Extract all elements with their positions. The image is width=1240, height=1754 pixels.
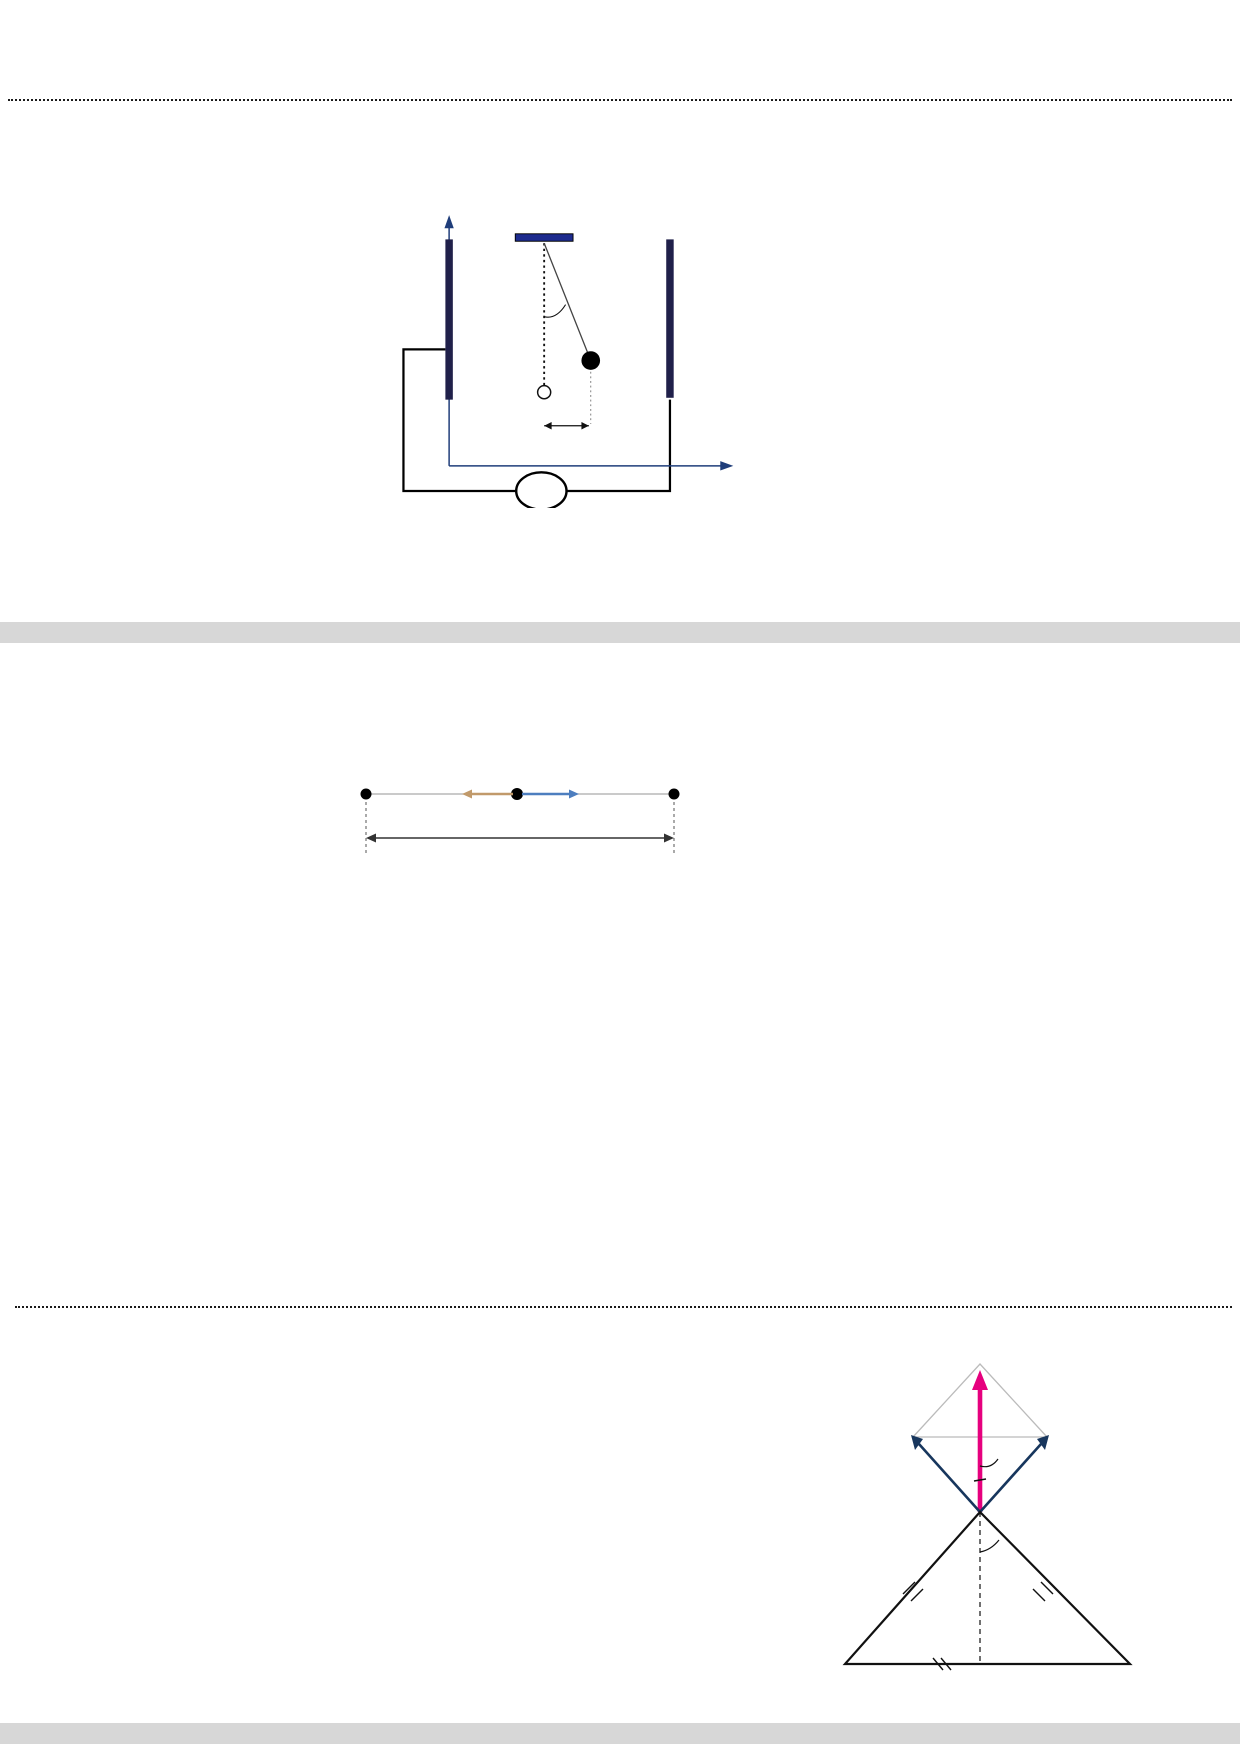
asterisk-separator-top — [0, 622, 1240, 643]
displacement-arrowhead-left — [544, 422, 551, 429]
x-axis-arrowhead — [720, 461, 733, 470]
force-bc-arrowhead — [462, 790, 472, 799]
force-ac-vector — [980, 1444, 1041, 1512]
alpha-angle-arc — [544, 305, 565, 318]
plate-b — [666, 239, 673, 397]
pendulum-support — [515, 234, 573, 241]
capacitor-pendulum-diagram — [355, 200, 765, 508]
y-axis-arrowhead — [444, 215, 453, 228]
displacement-arrowhead-right — [581, 422, 588, 429]
tick-side-ca-2 — [911, 1589, 923, 1601]
alpha-lower-arc — [980, 1540, 999, 1552]
charge-b-dot — [669, 789, 680, 800]
charge-a-dot — [361, 789, 372, 800]
alpha-upper-tick — [974, 1479, 986, 1481]
generator-symbol — [516, 472, 566, 508]
dotted-separator-top — [8, 99, 1232, 101]
charges-line-diagram — [274, 756, 739, 864]
plate-a — [445, 239, 452, 399]
force-ac-arrowhead — [569, 790, 579, 799]
force-bc-vector — [919, 1444, 980, 1512]
left-wire — [403, 349, 515, 491]
pendulum-string — [544, 243, 591, 360]
pendulum-ball — [581, 351, 600, 370]
asterisk-separator-bottom — [0, 1723, 1240, 1744]
tick-side-cb-2 — [1033, 1589, 1045, 1601]
dotted-separator-middle — [15, 1306, 1232, 1308]
triangle-forces-diagram — [795, 1352, 1155, 1682]
initial-position-marker — [538, 386, 551, 399]
alpha-upper-arc — [980, 1459, 998, 1467]
right-wire — [567, 400, 670, 491]
triangle-outline — [845, 1512, 1130, 1664]
distance-arrowhead-right — [664, 834, 674, 843]
resultant-force-arrowhead — [972, 1370, 988, 1390]
distance-arrowhead-left — [366, 834, 376, 843]
